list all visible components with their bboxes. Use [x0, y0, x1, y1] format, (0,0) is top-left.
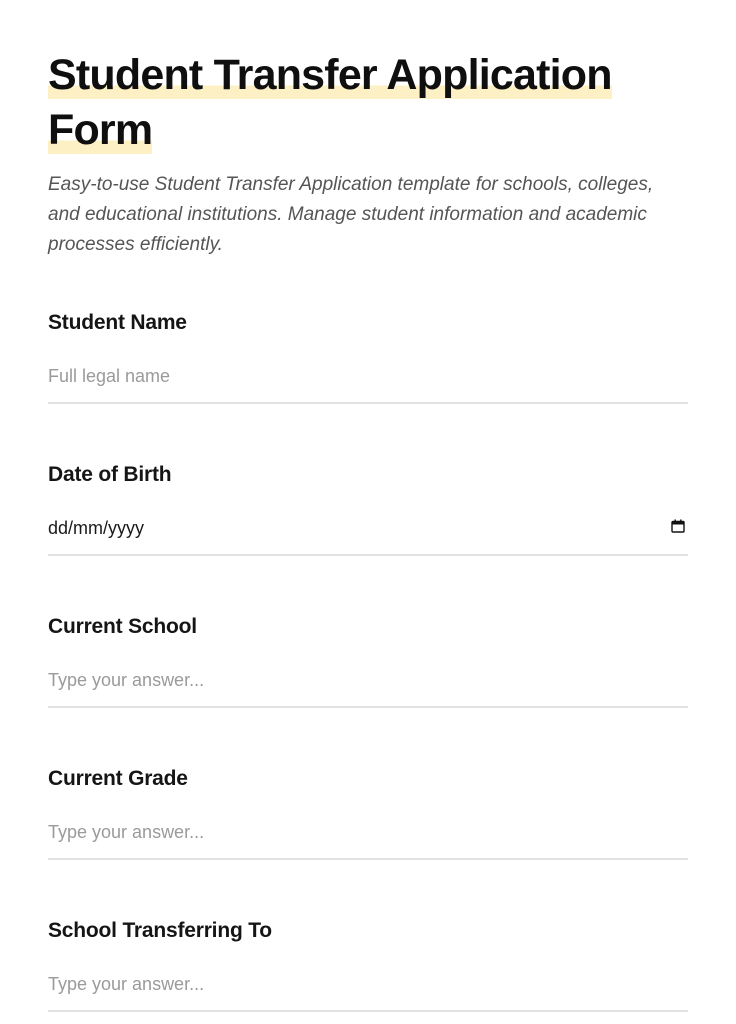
current-school-label: Current School	[48, 615, 197, 638]
form-description: Easy-to-use Student Transfer Application template for schools, colleges, and educational institutions. Manage student information and academic processes efficiently.	[48, 174, 654, 255]
form-title-line-1: Student Transfer Application	[48, 51, 612, 99]
student-name-label: Student Name	[48, 311, 187, 334]
current-grade-input[interactable]: Type your answer...	[48, 820, 688, 860]
calendar-icon[interactable]	[671, 519, 685, 533]
field-current-school	[48, 614, 688, 708]
school-transferring-to-input[interactable]: Type your answer...	[48, 972, 688, 1012]
current-grade-label: Current Grade	[48, 767, 188, 790]
student-name-input[interactable]: Full legal name	[48, 364, 688, 404]
school-transferring-to-label: School Transferring To	[48, 919, 272, 942]
date-of-birth-input[interactable]	[48, 516, 688, 556]
field-current-grade	[48, 766, 688, 860]
date-of-birth-label: Date of Birth	[48, 463, 172, 486]
field-date-of-birth	[48, 462, 688, 556]
form-title	[48, 48, 688, 158]
field-school-transferring-to	[48, 918, 688, 1012]
form-title-line-2: Form	[48, 106, 153, 154]
field-student-name	[48, 310, 688, 404]
current-school-input[interactable]: Type your answer...	[48, 668, 688, 708]
date-of-birth-placeholder: dd/mm/yyyy	[48, 518, 145, 538]
